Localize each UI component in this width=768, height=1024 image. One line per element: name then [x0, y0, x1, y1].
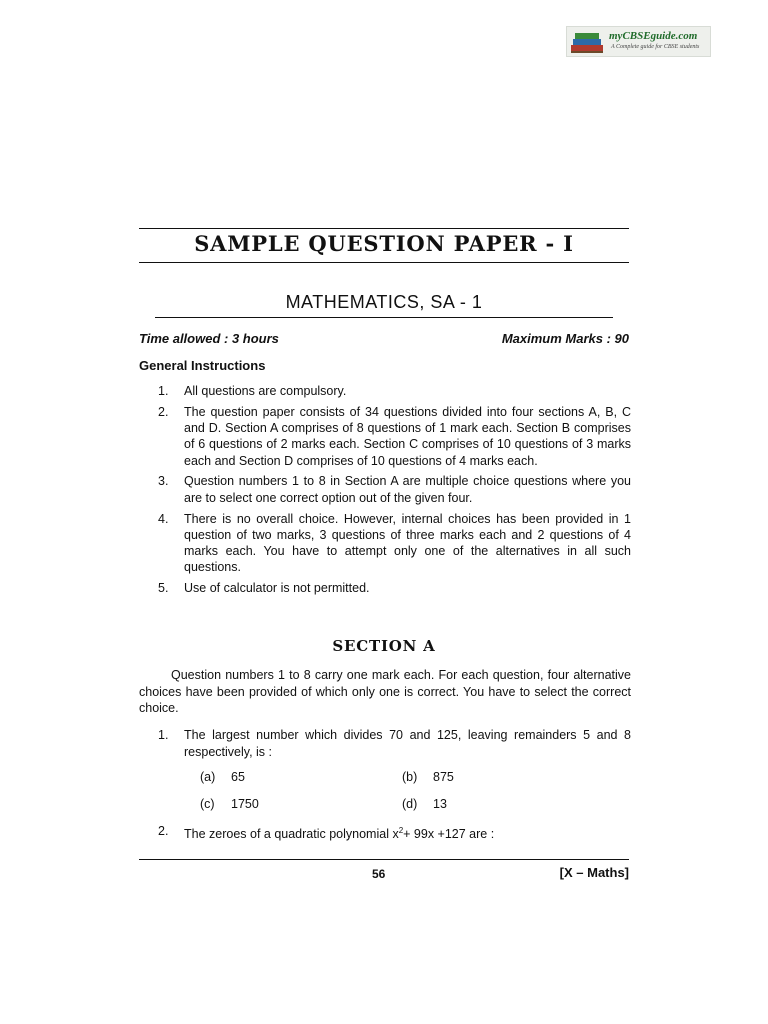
instruction-number: 2. [158, 404, 169, 419]
option-label: (c) [200, 797, 215, 811]
option-value: 13 [433, 797, 447, 811]
question-number: 2. [158, 824, 169, 838]
instruction-number: 4. [158, 511, 169, 526]
logo-name: myCBSEguide.com [609, 30, 698, 42]
option-label: (a) [200, 770, 216, 784]
question-text: The largest number which divides 70 and 125, leaving remainders 5 and 8 respectively, is : [184, 728, 631, 759]
time-allowed: Time allowed : 3 hours [139, 331, 279, 346]
question-item [139, 823, 631, 843]
subject-heading: MATHEMATICS, SA - 1 [285, 292, 483, 312]
option-value: 65 [231, 770, 245, 784]
page-number: 56 [372, 867, 386, 881]
instruction-item [139, 473, 631, 506]
question-text [184, 823, 631, 843]
instruction-number: 5. [158, 581, 169, 596]
question-text-after: + 99x +127 are : [403, 827, 495, 842]
question-2 [139, 823, 631, 847]
option-value: 875 [433, 770, 454, 784]
option-label: (d) [402, 797, 418, 811]
question-item [139, 727, 631, 760]
paper-title: SAMPLE QUESTION PAPER - I [194, 231, 574, 256]
question-number: 1. [158, 728, 169, 742]
option-d [402, 797, 447, 811]
exponent: 2 [398, 826, 404, 835]
instruction-text: The question paper consists of 34 questions divided into four sections A, B, C and D. Section A comprises of 8 questions of 1 mark each. Section B comprises of 6 questions of 2 marks each. Section C comprises of 10 questions of 3 marks each and Section D comprises of 10 questions of 4 marks each. [184, 404, 631, 468]
instruction-item [139, 383, 631, 399]
instruction-item [139, 404, 631, 469]
instruction-text: All questions are compulsory. [184, 384, 347, 398]
option-c [200, 797, 259, 811]
instruction-text: Use of calculator is not permitted. [184, 581, 370, 596]
subject-rule [155, 317, 613, 318]
footer-class-subject: [X – Maths] [559, 865, 629, 880]
option-b [402, 770, 454, 784]
question-text-before: The zeroes of a quadratic polynomial x [184, 827, 399, 842]
instruction-item [139, 511, 631, 576]
question-1 [139, 727, 631, 765]
logo-tagline: A Complete guide for CBSE students [611, 44, 700, 50]
mycbseguide-logo [566, 26, 711, 57]
instruction-text: Question numbers 1 to 8 in Section A are multiple choice questions where you are to select one correct option out of the given four. [184, 474, 631, 505]
books-icon [570, 30, 606, 54]
option-label: (b) [402, 770, 418, 784]
title-bottom-rule [139, 262, 629, 263]
option-value: 1750 [231, 797, 259, 811]
instructions-list [139, 383, 631, 601]
option-a [200, 770, 245, 784]
footer-rule [139, 859, 629, 860]
section-a-intro: Question numbers 1 to 8 carry one mark each. For each question, four alternative choices have been provided of which only one is correct. You have to select the correct choice. [139, 668, 631, 715]
title-top-rule [139, 228, 629, 229]
instruction-item [139, 580, 631, 596]
general-instructions-heading: General Instructions [139, 358, 266, 373]
section-a-heading: SECTION A [332, 637, 436, 655]
instruction-text: There is no overall choice. However, internal choices has been provided in 1 question of two marks, 3 questions of three marks each and 2 questions of 4 marks each. You have to attempt only one of the alternatives in all such questions. [184, 511, 631, 575]
maximum-marks: Maximum Marks : 90 [501, 331, 629, 346]
instruction-number: 3. [158, 474, 169, 489]
instruction-number: 1. [158, 384, 169, 398]
